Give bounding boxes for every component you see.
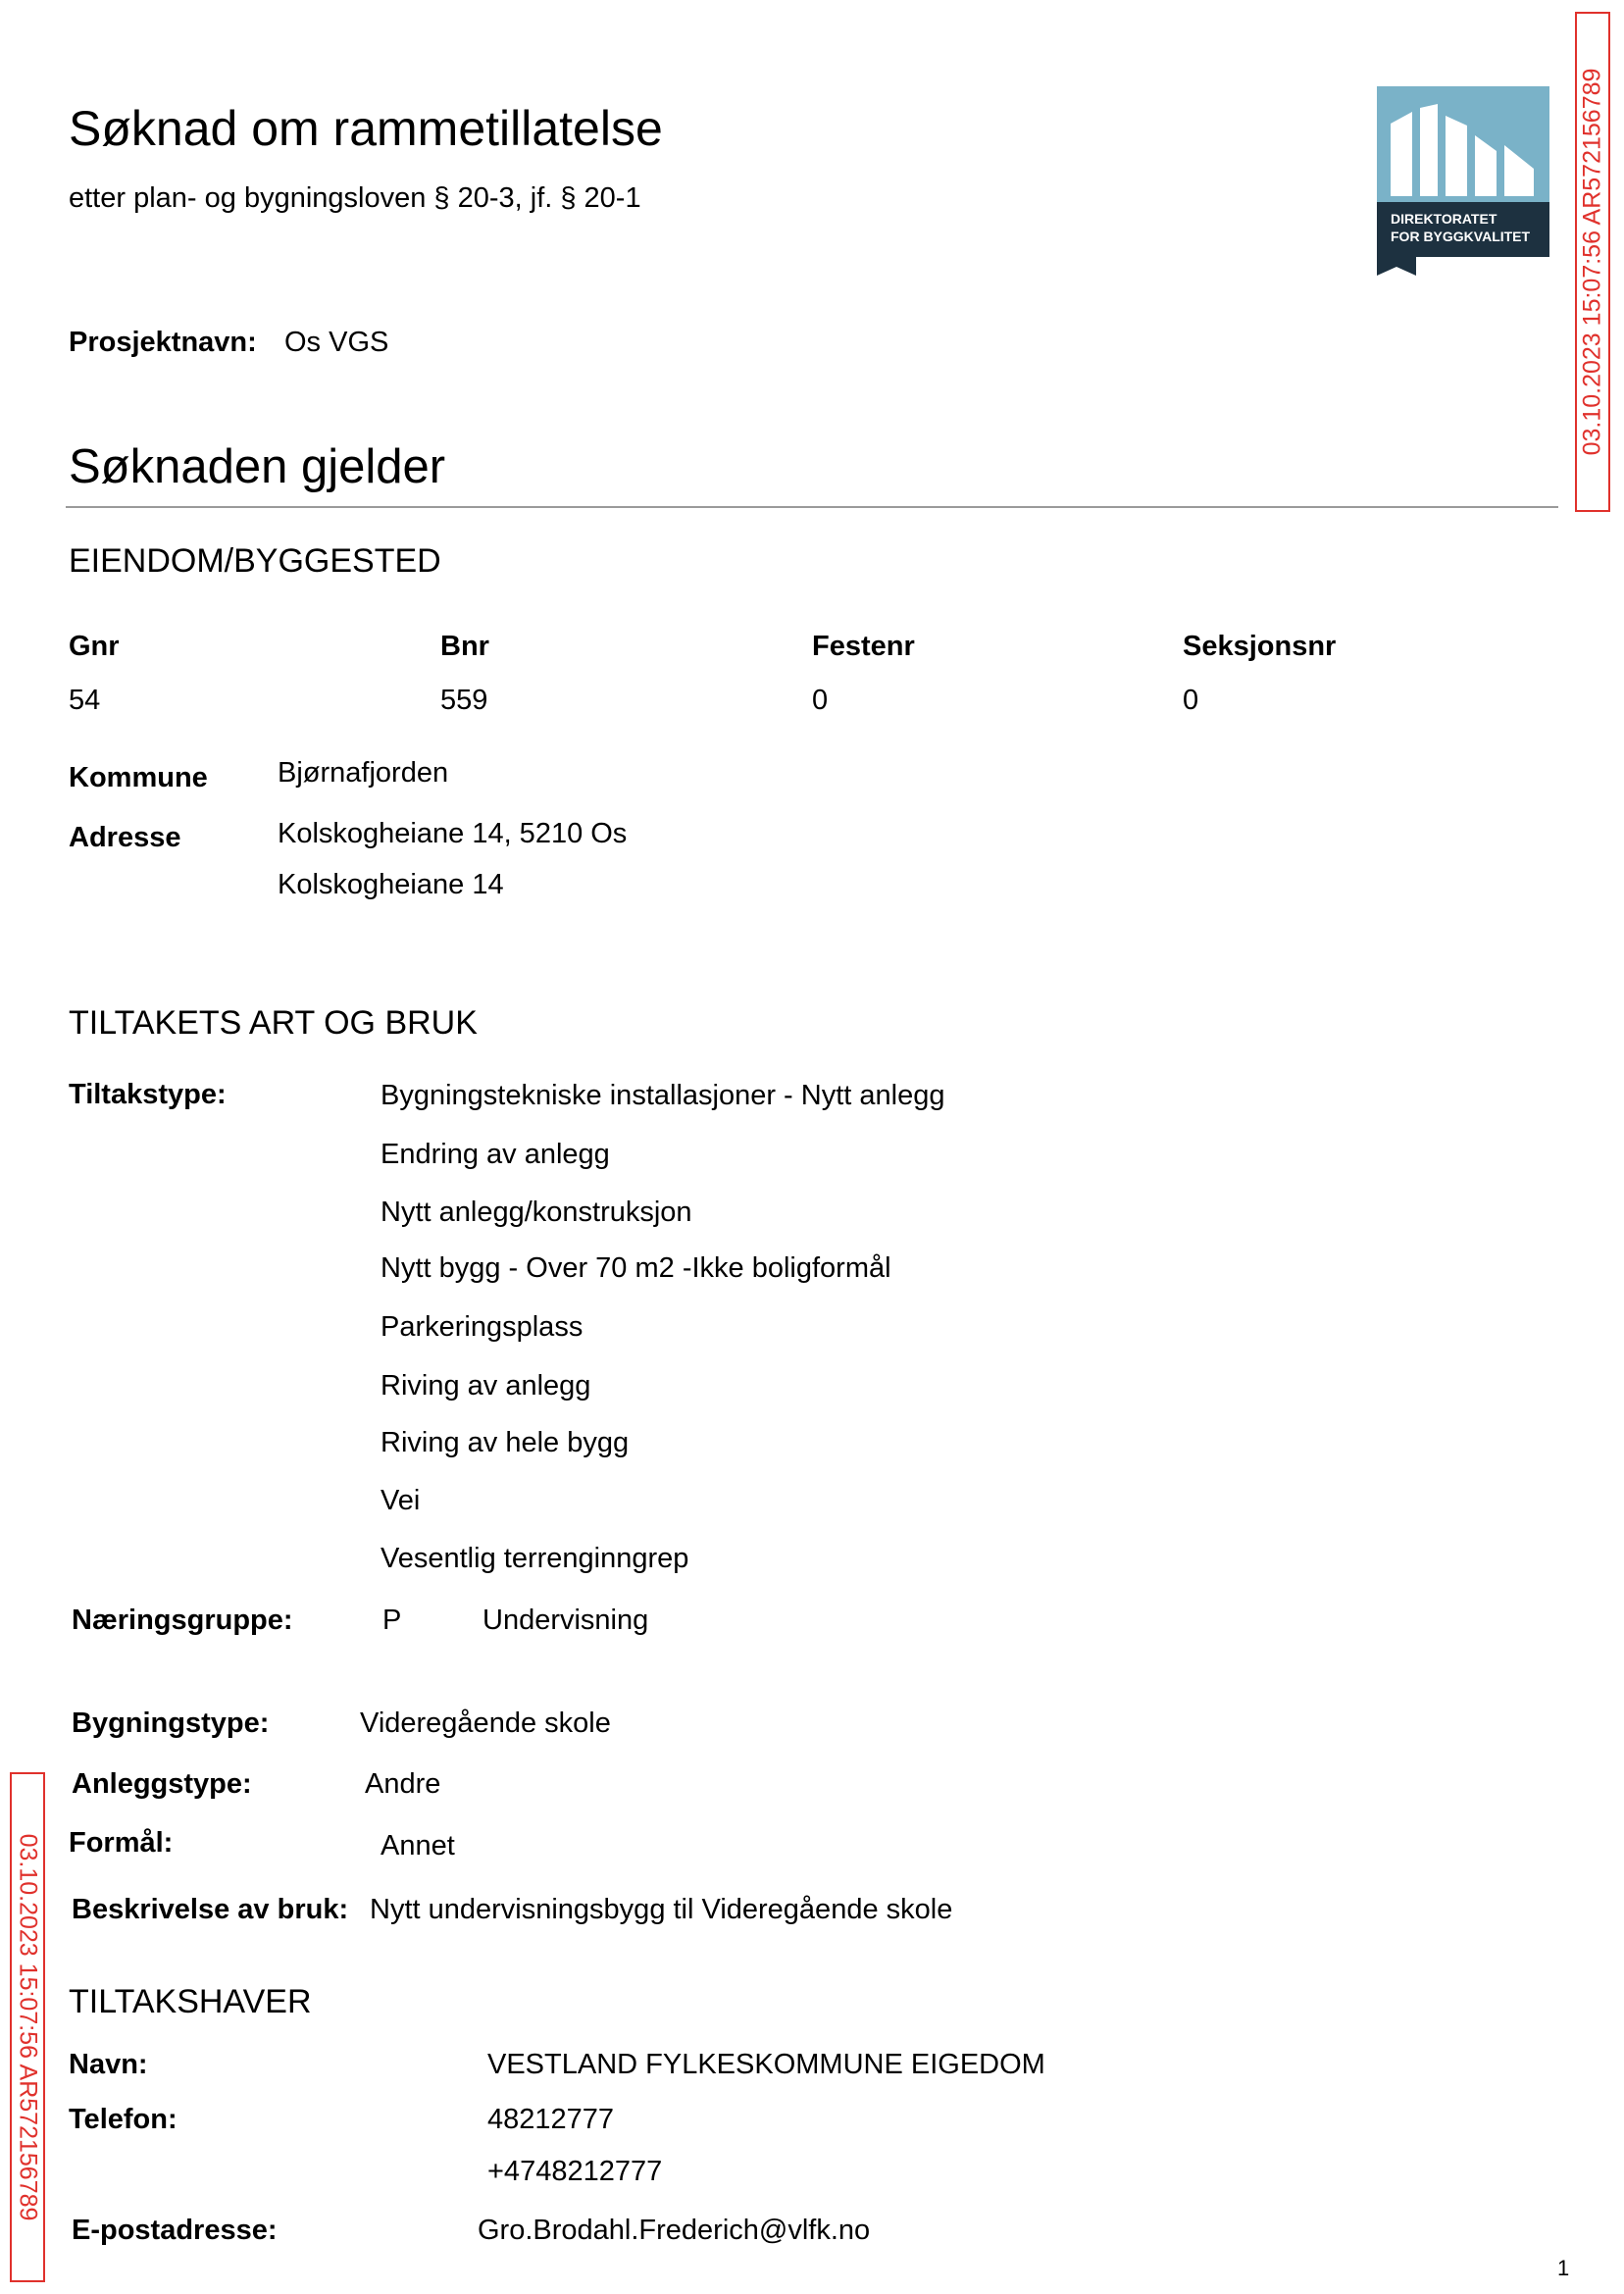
document-title: Søknad om rammetillatelse bbox=[69, 101, 663, 156]
seksjonsnr-label: Seksjonsnr bbox=[1183, 631, 1337, 662]
formal-value: Annet bbox=[381, 1830, 455, 1861]
registration-stamp-left bbox=[10, 1772, 45, 2282]
epost-label: E-postadresse: bbox=[72, 2215, 278, 2246]
navn-value: VESTLAND FYLKESKOMMUNE EIGEDOM bbox=[487, 2049, 1045, 2080]
tiltakstype-item: Endring av anlegg bbox=[381, 1139, 610, 1170]
project-label: Prosjektnavn: bbox=[69, 327, 257, 358]
dibk-logo bbox=[1377, 86, 1549, 276]
stamp-text: 03.10.2023 15:07:56 AR572156789 bbox=[14, 1833, 42, 2221]
tiltakstype-item: Riving av anlegg bbox=[381, 1370, 591, 1402]
bnr-value: 559 bbox=[440, 685, 488, 716]
telefon-label: Telefon: bbox=[69, 2104, 178, 2135]
beskrivelse-label: Beskrivelse av bruk: bbox=[72, 1894, 349, 1925]
document-subtitle: etter plan- og bygningsloven § 20-3, jf. § 20-1 bbox=[69, 182, 641, 214]
logo-text-line1: DIREKTORATET bbox=[1391, 211, 1497, 227]
gnr-label: Gnr bbox=[69, 631, 120, 662]
logo-text-line2: FOR BYGGKVALITET bbox=[1391, 229, 1531, 244]
kommune-value: Bjørnafjorden bbox=[278, 757, 449, 789]
adresse-label: Adresse bbox=[69, 822, 181, 853]
page-number: 1 bbox=[1557, 2256, 1570, 2280]
adresse-line: Kolskogheiane 14, 5210 Os bbox=[278, 818, 628, 849]
tiltakstype-item: Vesentlig terrenginngrep bbox=[381, 1543, 689, 1574]
tiltakstype-item: Riving av hele bygg bbox=[381, 1427, 630, 1458]
festenr-label: Festenr bbox=[812, 631, 915, 662]
eiendom-heading: EIENDOM/BYGGESTED bbox=[69, 542, 441, 580]
adresse-line: Kolskogheiane 14 bbox=[278, 869, 504, 900]
bygningstype-value: Videregående skole bbox=[360, 1708, 611, 1739]
navn-label: Navn: bbox=[69, 2049, 148, 2080]
registration-stamp-top bbox=[1575, 12, 1610, 512]
bnr-label: Bnr bbox=[440, 631, 489, 662]
project-value: Os VGS bbox=[284, 327, 389, 358]
tiltakshaver-heading: TILTAKSHAVER bbox=[69, 1983, 312, 2020]
anleggstype-value: Andre bbox=[365, 1768, 441, 1800]
formal-label: Formål: bbox=[69, 1827, 174, 1859]
tiltak-heading: TILTAKETS ART OG BRUK bbox=[69, 1004, 478, 1042]
beskrivelse-value: Nytt undervisningsbygg til Videregående skole bbox=[370, 1894, 953, 1925]
naeringsgruppe-code: P bbox=[382, 1605, 402, 1636]
gnr-value: 54 bbox=[69, 685, 101, 716]
tiltakstype-item: Nytt bygg - Over 70 m2 -Ikke boligformål bbox=[381, 1252, 891, 1284]
bygningstype-label: Bygningstype: bbox=[72, 1708, 270, 1739]
festenr-value: 0 bbox=[812, 685, 829, 716]
telefon-value: 48212777 bbox=[487, 2104, 615, 2135]
kommune-label: Kommune bbox=[69, 762, 208, 793]
telefon-value: +4748212777 bbox=[487, 2156, 663, 2187]
tiltakstype-item: Vei bbox=[381, 1485, 421, 1516]
logo-ribbon-icon bbox=[1377, 257, 1416, 276]
tiltakstype-item: Bygningstekniske installasjoner - Nytt anlegg bbox=[381, 1080, 945, 1111]
tiltakstype-label: Tiltakstype: bbox=[69, 1079, 227, 1110]
section-divider bbox=[66, 506, 1558, 508]
seksjonsnr-value: 0 bbox=[1183, 685, 1199, 716]
stamp-text: 03.10.2023 15:07:56 AR572156789 bbox=[1578, 68, 1606, 456]
section-heading: Søknaden gjelder bbox=[69, 440, 446, 493]
tiltakstype-item: Nytt anlegg/konstruksjon bbox=[381, 1197, 692, 1228]
naeringsgruppe-label: Næringsgruppe: bbox=[72, 1605, 293, 1636]
tiltakstype-item: Parkeringsplass bbox=[381, 1311, 584, 1343]
anleggstype-label: Anleggstype: bbox=[72, 1768, 252, 1800]
naeringsgruppe-value: Undervisning bbox=[482, 1605, 649, 1636]
epost-value: Gro.Brodahl.Frederich@vlfk.no bbox=[478, 2215, 871, 2246]
